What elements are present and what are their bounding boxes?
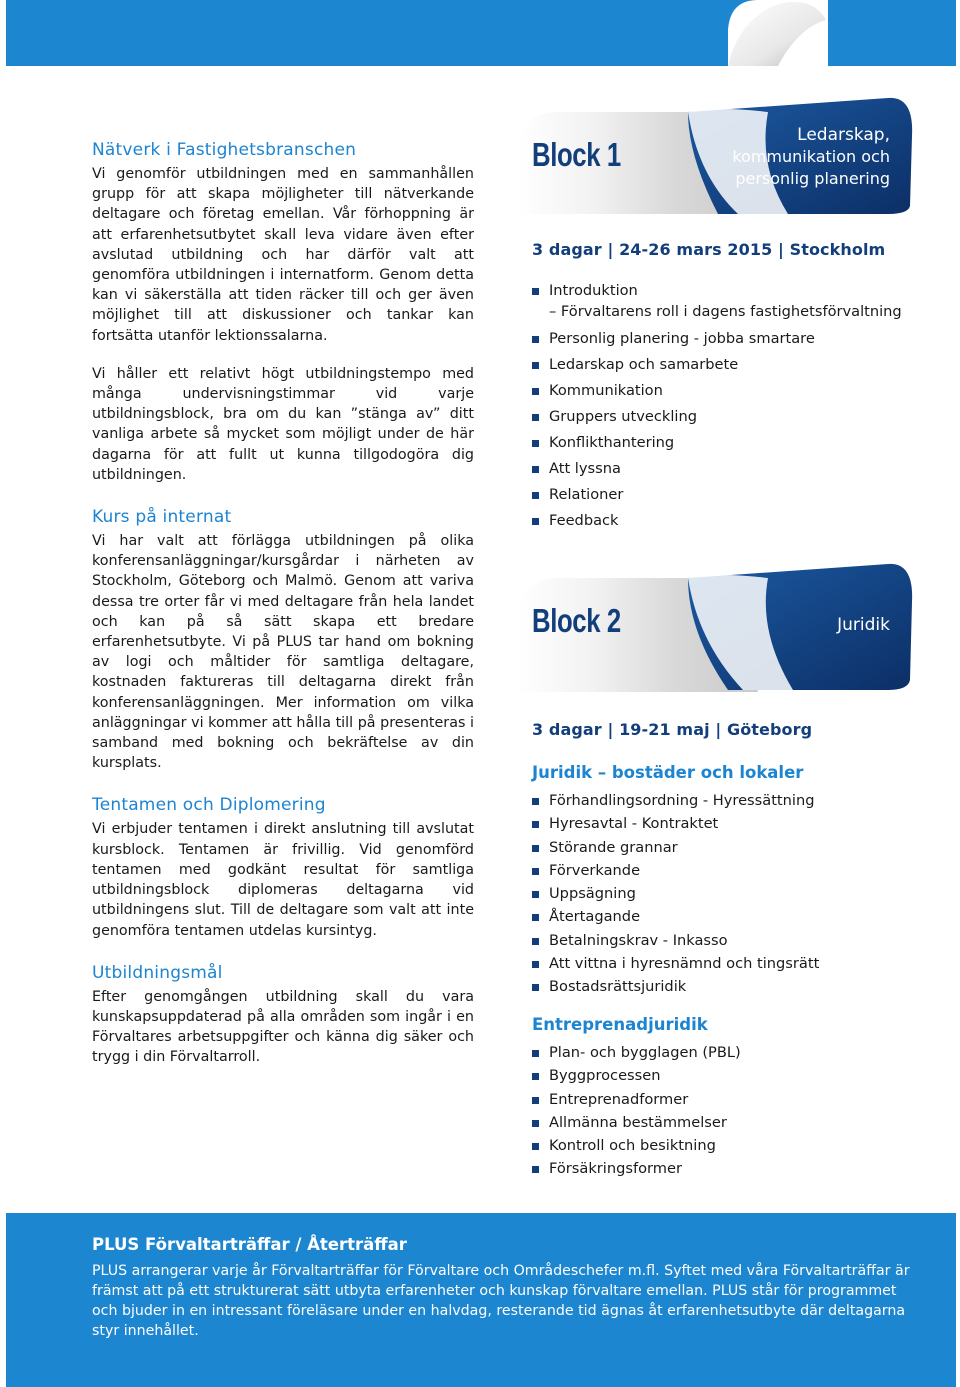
list-item: Förhandlingsordning - Hyressättning <box>532 792 819 815</box>
list-item: – Förvaltarens roll i dagens fastighetsförvaltning <box>549 303 902 320</box>
paragraph-natverk-1: Vi genomför utbildningen med en sammanhållen grupp för att skapa möjligheter till nätverkande deltagare och företag emellan. Vår förhoppning är att erfarenhetsutbytet skall leva vidare även efter avslutad utbildning och har därför valt att genomföra utbildningen i internatform. Genom detta kan vi säkerställa att tiden räcker till och ger även möjlighet till att diskussioner och tankar kan fortsätta utanför lektionssalarna. <box>92 166 474 344</box>
list-item: Personlig planering - jobba smartare <box>532 330 902 356</box>
list-item: Förverkande <box>532 862 819 885</box>
footer-heading: PLUS Förvaltarträffar / Återträffar <box>92 1235 407 1254</box>
list-item: Gruppers utveckling <box>532 408 902 434</box>
paragraph-natverk-2: Vi håller ett relativt högt utbildningstempo med många undervisningstimmar vid varje utbildningsblock, bra om du kan ”stänga av” ditt vanliga arbete så mycket som möjligt under de här dagarna för att fullt ut kunna tillgodogöra dig utbildningen. <box>92 365 474 483</box>
block1-subtitle-line3: personlig planering <box>735 169 890 188</box>
list-item: Konflikthantering <box>532 434 902 460</box>
block1-date: 3 dagar | 24-26 mars 2015 | Stockholm <box>532 240 886 259</box>
block1-subtitle-line2: kommunikation och <box>732 147 890 166</box>
list-item: Feedback <box>532 512 902 538</box>
list-item: Plan- och bygglagen (PBL) <box>532 1044 741 1067</box>
section-heading-tentamen: Tentamen och Diplomering <box>92 795 326 816</box>
list-item: Entreprenadformer <box>532 1091 741 1114</box>
section-heading-kurs: Kurs på internat <box>92 507 232 528</box>
block2-title: Block 2 <box>532 602 621 639</box>
block2-section2-heading: Entreprenadjuridik <box>532 1015 708 1034</box>
list-item: Allmänna bestämmelser <box>532 1114 741 1137</box>
block1-header <box>518 96 914 214</box>
block2-header <box>518 562 914 680</box>
footer-text: PLUS arrangerar varje år Förvaltarträffar för Förvaltare och Områdeschefer m.fl. Syftet med våra Förvaltarträffar är främst att på ett strukturerat sätt utbyta erfarenheter och kunskap förvaltare emellan. PLUS står för programmet och bjuder in en intressant föreläsare under en halvdag, resterande tid ägnas åt erfarenhetsutbyte där deltagarna styr innehållet. <box>92 1263 910 1339</box>
section-heading-utbildningsmal: Utbildningsmål <box>92 962 223 983</box>
left-column <box>92 140 474 1086</box>
list-item: Betalningskrav - Inkasso <box>532 932 819 955</box>
list-item: Försäkringsformer <box>532 1160 741 1183</box>
block1-subtitle <box>732 124 890 190</box>
block1-title: Block 1 <box>532 136 621 173</box>
list-item: Relationer <box>532 486 902 512</box>
page-curl-decoration <box>718 0 828 66</box>
list-item: Kontroll och besiktning <box>532 1137 741 1160</box>
list-item: Uppsägning <box>532 885 819 908</box>
block2-date: 3 dagar | 19-21 maj | Göteborg <box>532 720 813 739</box>
list-item: Introduktion <box>532 282 902 303</box>
list-item: Hyresavtal - Kontraktet <box>532 815 819 838</box>
block2-subtitle: Juridik <box>837 615 890 635</box>
block2-section1-list <box>532 792 819 1002</box>
list-item: Bostadsrättsjuridik <box>532 978 819 1001</box>
paragraph-kurs: Vi har valt att förlägga utbildningen på olika konferensanläggningar/kursgårdar i närheten av Stockholm, Göteborg och Malmö. Genom att variva dessa tre orter får vi med deltagare från hela landet och kan på så sätt skapa ett bredare erfarenhetsutbyte. Vi på PLUS tar hand om bokning av logi och måltider för samtliga deltagare, kostnaden faktureras till deltagarna direkt från konferensanläggningen. Mer information om vilka anläggningar vi kommer att hålla till på presenteras i samband med bokning och bekräftelse av din kursplats. <box>92 533 474 772</box>
list-item: Ledarskap och samarbete <box>532 356 902 382</box>
paragraph-utbildningsmal: Efter genomgången utbildning skall du vara kunskapsuppdaterad på alla områden som ingår i en Förvaltares arbetsuppgifter och känna dig säker och trygg i din Förvaltarroll. <box>92 988 474 1066</box>
list-item: Störande grannar <box>532 839 819 862</box>
list-item: Kommunikation <box>532 382 902 408</box>
list-item: Byggprocessen <box>532 1067 741 1090</box>
block2-section1-heading: Juridik – bostäder och lokaler <box>532 763 804 782</box>
block1-list <box>532 282 902 538</box>
list-item: Att lyssna <box>532 460 902 486</box>
block2-section2-list <box>532 1044 741 1184</box>
footer-banner <box>6 1213 956 1387</box>
block1-subtitle-line1: Ledarskap, <box>797 125 890 145</box>
list-item: Återtagande <box>532 908 819 931</box>
section-heading-natverk: Nätverk i Fastighetsbranschen <box>92 140 357 160</box>
list-item: Att vittna i hyresnämnd och tingsrätt <box>532 955 819 978</box>
paragraph-tentamen: Vi erbjuder tentamen i direkt anslutning till avslutat kursblock. Tentamen är frivillig. Vid genomförd tentamen med godkänt resultat för samtliga utbildningsblock diplomeras deltagarna vid utbildningens slut. Till de deltagare som valt att inte genomföra tentamen utdelas kursintyg. <box>92 821 474 939</box>
